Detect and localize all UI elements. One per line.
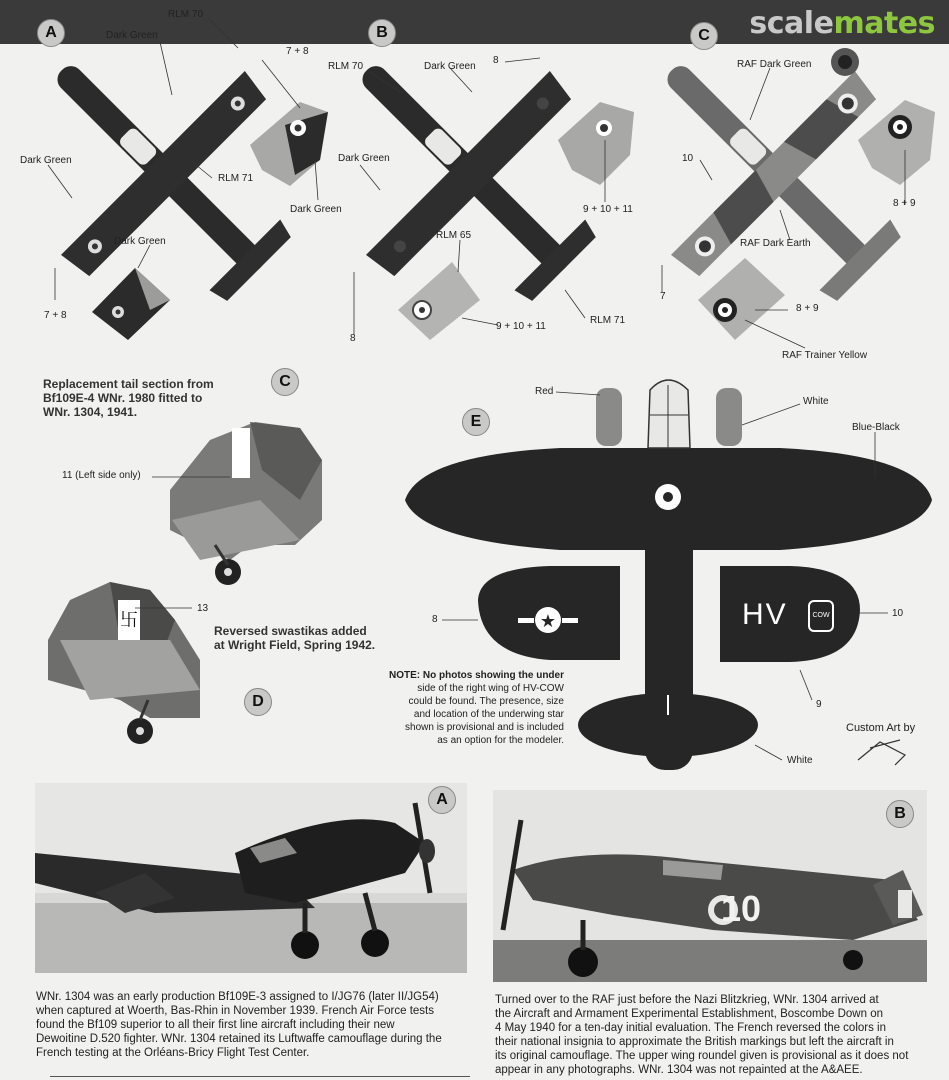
photo-b (493, 790, 927, 982)
note-line-1: NOTE: No photos showing the under (389, 670, 564, 681)
aircraft-b-tail-side (558, 102, 634, 185)
label-e-white-bottom: White (787, 755, 813, 766)
note-line-2: side of the right wing of HV-COW (417, 683, 564, 694)
label-a-78-top: 7 + 8 (286, 46, 309, 57)
label-a-dark-green-top: Dark Green (106, 30, 158, 41)
label-e-red: Red (535, 386, 554, 397)
label-b-dark-green-top: Dark Green (424, 61, 476, 72)
note-line-6: as an option for the modeler. (437, 735, 564, 746)
label-b-rlm65: RLM 65 (436, 230, 472, 241)
label-b-rlm71: RLM 71 (590, 315, 626, 326)
badge-photo-a: A (428, 786, 456, 814)
footer-rule (50, 1076, 470, 1077)
label-b-8-top: 8 (493, 55, 499, 66)
label-tail-13: 13 (197, 603, 209, 614)
aircraft-c-tail-side (858, 100, 935, 185)
note-hv-cow (352, 669, 564, 747)
photo-a-caption-line-1: WNr. 1304 was an early production Bf109E-3 assigned to I/JG76 (later II/JG54) (36, 991, 439, 1003)
photo-a-caption-line-2: when captured at Woerth, Bas-Rhin in November 1939. French Air Force tests (36, 1005, 435, 1017)
caption-swastikas (214, 624, 414, 652)
wing-code-cow: COW (808, 600, 834, 632)
label-a-78-bottom: 7 + 8 (44, 310, 67, 321)
caption-replacement-line-3: WNr. 1304, 1941. (43, 405, 138, 419)
label-b-dark-green-left: Dark Green (338, 153, 390, 164)
svg-text:卐: 卐 (120, 610, 138, 631)
badge-photo-b: B (886, 800, 914, 828)
photo-b-caption-line-6: appear in any photographs. WNr. 1304 was not repainted at the A&AEE. (495, 1064, 863, 1076)
badge-e: E (462, 408, 490, 436)
label-e-9: 9 (816, 699, 822, 710)
label-b-9-10-11-bottom: 9 + 10 + 11 (496, 321, 546, 332)
photo-a-caption (36, 990, 468, 1060)
label-b-rlm70: RLM 70 (328, 61, 364, 72)
note-line-5: shown is provisional and is included (405, 722, 564, 733)
photo-b-caption (495, 993, 927, 1077)
aircraft-c-underwing (698, 258, 785, 340)
label-a-dark-green-wing: Dark Green (114, 236, 166, 247)
label-tail-11: 11 (Left side only) (62, 470, 141, 481)
note-line-3: could be found. The presence, size (408, 696, 564, 707)
aircraft-b-underwing (398, 262, 480, 340)
photo-a (35, 783, 467, 973)
photo-a-caption-line-4: Dewoitine D.520 fighter. WNr. 1304 retained its Luftwaffe camouflage during the (36, 1033, 442, 1045)
label-c-10: 10 (682, 153, 694, 164)
note-line-4: and location of the underwing star (413, 709, 564, 720)
label-c-raf-dark-green: RAF Dark Green (737, 59, 812, 70)
custom-art-signature (858, 740, 905, 765)
brand-part-1: scale (749, 6, 834, 41)
caption-swastikas-line-2: at Wright Field, Spring 1942. (214, 638, 376, 652)
label-c-7: 7 (660, 291, 666, 302)
caption-replacement-line-2: Bf109E-4 WNr. 1980 fitted to (43, 391, 203, 405)
photo-a-caption-line-3: found the Bf109 superior to all their first line aircraft including their new (36, 1019, 395, 1031)
label-b-8-bottom: 8 (350, 333, 356, 344)
photo-a-caption-line-5: French testing at the Orléans-Bricy Flight Test Center. (36, 1047, 310, 1059)
label-e-10: 10 (892, 608, 904, 619)
caption-replacement-tail (43, 377, 263, 419)
badge-b: B (368, 19, 396, 47)
label-a-dark-green-tail: Dark Green (290, 204, 342, 215)
photo-b-caption-line-2: the Aircraft and Armament Experimental Establishment, Boscombe Down on (495, 1008, 883, 1020)
caption-replacement-line-1: Replacement tail section from (43, 377, 214, 391)
label-b-9-10-11-top: 9 + 10 + 11 (583, 204, 633, 215)
photo-b-caption-line-5: its original camouflage. The upper wing roundel given is provisional as it does not (495, 1050, 909, 1062)
badge-c: C (271, 368, 299, 396)
photo-b-caption-line-1: Turned over to the RAF just before the Nazi Blitzkrieg, WNr. 1304 arrived at (495, 994, 879, 1006)
brand-part-2: mates (833, 6, 935, 41)
label-c-8-9-bottom: 8 + 9 (796, 303, 819, 314)
label-a-rlm70: RLM 70 (168, 9, 204, 20)
label-c-raf-dark-earth: RAF Dark Earth (740, 238, 811, 249)
label-c-8-9-top: 8 + 9 (893, 198, 916, 209)
label-a-dark-green-left: Dark Green (20, 155, 72, 166)
label-e-white-top: White (803, 396, 829, 407)
photo-b-caption-line-3: 4 May 1940 for a ten-day initial evaluation. The French reversed the colors in (495, 1022, 886, 1034)
label-a-rlm71: RLM 71 (218, 173, 254, 184)
badge-c-top: C (690, 22, 718, 50)
label-e-8: 8 (432, 614, 438, 625)
badge-d: D (244, 688, 272, 716)
label-c-raf-trainer-yellow: RAF Trainer Yellow (782, 350, 868, 361)
label-e-blue-black: Blue-Black (852, 422, 900, 433)
caption-swastikas-line-1: Reversed swastikas added (214, 624, 367, 638)
custom-art-label: Custom Art by (846, 722, 916, 734)
wing-code-hv: HV (742, 598, 788, 631)
badge-a: A (37, 19, 65, 47)
svg-text:★: ★ (539, 611, 557, 632)
photo-b-caption-line-4: their national insignia to approximate the British markings but left the aircraft in (495, 1036, 894, 1048)
photo-b-fuselage-code: 10 (721, 888, 762, 929)
